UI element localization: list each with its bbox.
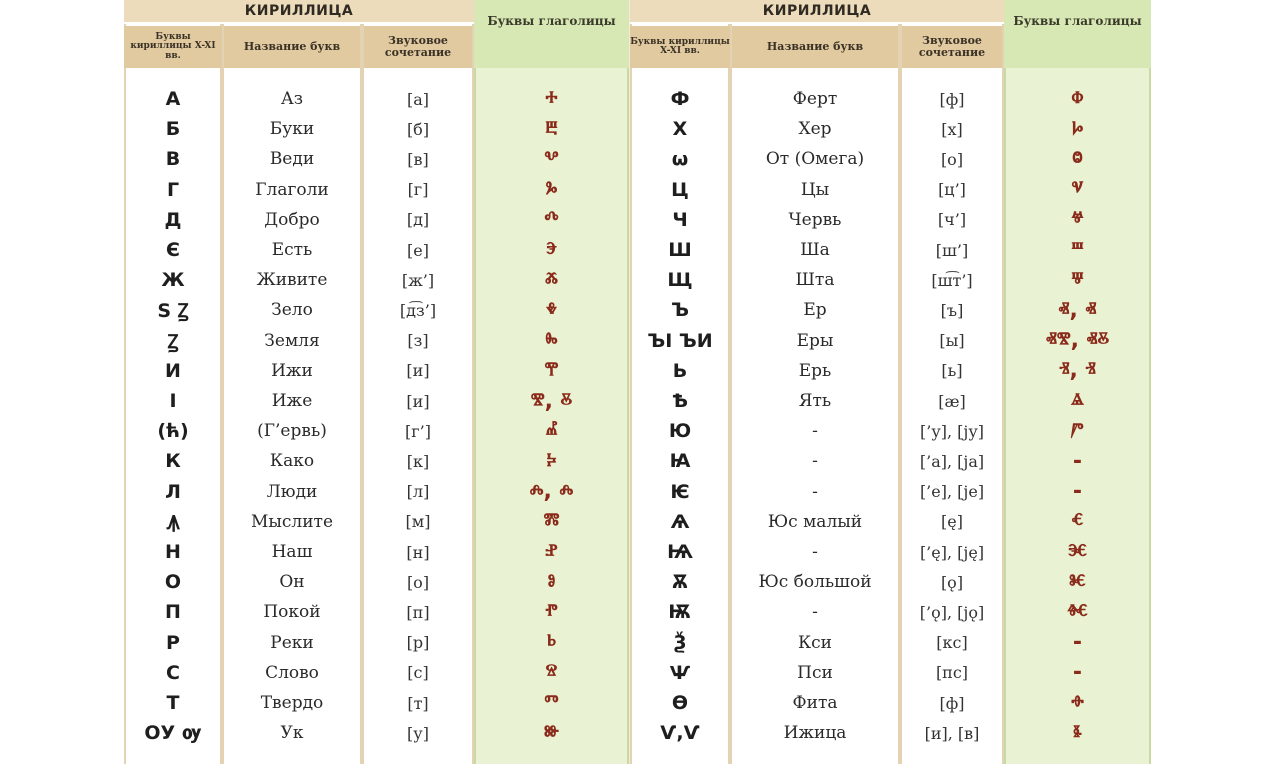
letter-name: Есть bbox=[271, 240, 313, 260]
glagolitic-letter: ⰽ bbox=[546, 448, 557, 474]
sound-value: [ę] bbox=[941, 512, 963, 532]
table-row bbox=[630, 688, 1151, 718]
cyrillic-letter: Г bbox=[166, 178, 180, 201]
cyrillic-letter: Ф bbox=[670, 88, 690, 110]
table-row bbox=[630, 718, 1151, 748]
table-row bbox=[630, 175, 1151, 205]
table-row bbox=[630, 326, 1151, 356]
letter-name: Аз bbox=[280, 89, 304, 109]
letter-name: Покой bbox=[263, 602, 321, 623]
cyrillic-letter: Д bbox=[164, 208, 182, 231]
sound-value: [ф] bbox=[939, 693, 965, 713]
letter-name: Шта bbox=[795, 270, 835, 291]
cyrillic-letter: Ꙁ bbox=[167, 330, 179, 353]
sound-value: [’а], [jа] bbox=[919, 451, 985, 471]
sound-value: [ш͡т’] bbox=[931, 270, 973, 290]
glagolitic-letter: ⱓ bbox=[1071, 418, 1084, 444]
sound-value: [в] bbox=[407, 149, 429, 169]
glagolitic-letter: - bbox=[1072, 660, 1083, 686]
left-header-glagolitic: Буквы глаголицы bbox=[474, 0, 629, 68]
cyrillic-letter: Ю bbox=[668, 420, 692, 443]
cyrillic-letter: Ѕ Ꙁ bbox=[157, 300, 189, 323]
letter-name: Ерь bbox=[798, 360, 832, 381]
table-row bbox=[124, 205, 629, 235]
cyrillic-letter: С bbox=[166, 661, 180, 684]
table-row bbox=[124, 416, 629, 446]
glagolitic-letter: ⰿ bbox=[543, 509, 560, 535]
sound-value: [ъ] bbox=[940, 300, 964, 320]
sound-value: [к] bbox=[406, 451, 430, 471]
sound-value: [ж’] bbox=[401, 270, 435, 290]
letter-name: Он bbox=[279, 572, 305, 593]
cyrillic-letter: А bbox=[165, 88, 181, 110]
letter-name: Буки bbox=[269, 119, 315, 140]
glagolitic-letter: ⱘ bbox=[1069, 569, 1086, 595]
glagolitic-letter: ⱙ bbox=[1067, 599, 1088, 625]
right-header-cyrillic: Буквы кириллицы X-XI вв. bbox=[630, 26, 730, 68]
sound-value: [и] bbox=[406, 391, 430, 411]
glagolitic-letter: ⱛ bbox=[1073, 720, 1082, 746]
cyrillic-letter: К bbox=[165, 450, 181, 473]
left-header-cyrillic: Буквы кириллицы X-XI вв. bbox=[124, 26, 222, 68]
cyrillic-letter: В bbox=[165, 148, 181, 171]
table-row bbox=[124, 597, 629, 627]
glagolitic-letter: ⱏⰺ, ⱏⰻ bbox=[1045, 328, 1110, 354]
glagolitic-letter: ⱌ bbox=[1071, 177, 1084, 203]
glagolitic-letter: ⰸ bbox=[545, 328, 558, 354]
cyrillic-letter: Ꙟ bbox=[166, 511, 180, 534]
letter-name: Юс малый bbox=[767, 511, 863, 532]
right-header-sound: Звуковое сочетание bbox=[902, 26, 1002, 68]
right-group-title: КИРИЛЛИЦА bbox=[630, 0, 1004, 24]
table-row bbox=[630, 235, 1151, 265]
glagolitic-letter: - bbox=[1072, 630, 1083, 656]
letter-name: Ук bbox=[280, 723, 304, 744]
table-row bbox=[630, 386, 1151, 416]
letter-name: - bbox=[812, 451, 818, 472]
table-row bbox=[124, 567, 629, 597]
letter-name: Фита bbox=[792, 693, 838, 713]
table-row bbox=[630, 507, 1151, 537]
glagolitic-letter: ⰹ bbox=[544, 358, 559, 384]
letter-name: Иже bbox=[271, 391, 313, 411]
table-row bbox=[124, 718, 629, 748]
sound-value: [ш’] bbox=[935, 240, 969, 260]
letter-name: (Г’ервь) bbox=[257, 421, 327, 442]
glagolitic-letter: ⱄ bbox=[545, 660, 558, 686]
cyrillic-letter: Ѩ bbox=[667, 541, 693, 563]
table-row bbox=[630, 295, 1151, 325]
letter-name: Глаголи bbox=[255, 179, 329, 200]
table-row bbox=[124, 446, 629, 476]
sound-value: [ь] bbox=[941, 361, 963, 381]
glagolitic-letter: ⱋ bbox=[1071, 267, 1084, 293]
cyrillic-letter: Ѳ bbox=[671, 692, 689, 714]
glagolitic-letter: ⱉ bbox=[1072, 146, 1083, 172]
table-row bbox=[124, 477, 629, 507]
sound-value: [п] bbox=[406, 602, 430, 622]
table-row bbox=[630, 446, 1151, 476]
cyrillic-letter: Ь bbox=[672, 359, 688, 382]
left-header-sound: Звуковое сочетание bbox=[364, 26, 472, 68]
right-header-glagolitic: Буквы глаголицы bbox=[1004, 0, 1151, 68]
letter-name: Хер bbox=[798, 119, 832, 140]
letter-name: Цы bbox=[800, 179, 830, 200]
glagolitic-letter: ⱍ bbox=[1071, 207, 1084, 233]
sound-value: [ч’] bbox=[937, 210, 967, 230]
letter-name: Наш bbox=[271, 542, 313, 562]
table-row bbox=[630, 416, 1151, 446]
sound-value: [х] bbox=[941, 119, 963, 139]
table-row bbox=[630, 265, 1151, 295]
letter-name: - bbox=[812, 602, 818, 623]
table-row bbox=[124, 688, 629, 718]
cyrillic-letter: Х bbox=[672, 118, 688, 141]
glagolitic-letter: ⱆ bbox=[544, 720, 559, 746]
glagolitic-letter: ⱐ, ⱐ bbox=[1059, 358, 1096, 384]
table-row bbox=[124, 265, 629, 295]
letter-name: Земля bbox=[264, 330, 320, 351]
table-row bbox=[124, 84, 629, 114]
table-row bbox=[630, 84, 1151, 114]
glagolitic-letter: ⱈ bbox=[1071, 116, 1084, 142]
glagolitic-letter: ⰵ bbox=[546, 237, 557, 263]
cyrillic-letter: Ъ bbox=[671, 299, 689, 322]
glagolitic-letter: ⱀ bbox=[545, 539, 558, 565]
sound-value: [д] bbox=[406, 210, 430, 230]
sound-value: [а] bbox=[406, 89, 430, 109]
glagolitic-letter: ⰱ bbox=[545, 116, 558, 142]
table-row bbox=[124, 537, 629, 567]
left-header-name: Название букв bbox=[224, 26, 360, 68]
letter-name: Добро bbox=[264, 209, 320, 230]
glagolitic-letter: ⰲ bbox=[544, 146, 559, 172]
sound-value: [æ] bbox=[938, 391, 966, 411]
letter-name: Юс большой bbox=[758, 572, 872, 593]
cyrillic-letter: Ѥ bbox=[670, 480, 690, 503]
glagolitic-letter: ⰶ bbox=[545, 267, 558, 293]
right-half bbox=[630, 0, 1151, 764]
left-half bbox=[124, 0, 629, 764]
letter-name: Ферт bbox=[792, 89, 838, 109]
letter-name: Зело bbox=[271, 300, 313, 321]
table-row bbox=[630, 597, 1151, 627]
glagolitic-letter: ⰾ, ⰾ bbox=[529, 479, 574, 505]
cyrillic-letter: Н bbox=[165, 541, 181, 563]
cyrillic-letter: Ц bbox=[671, 178, 689, 201]
letter-name: Ижица bbox=[783, 723, 847, 744]
sound-value: [б] bbox=[406, 119, 430, 139]
right-header-name: Название букв bbox=[732, 26, 898, 68]
glagolitic-letter: ⱏ, ⱏ bbox=[1058, 297, 1097, 323]
letter-name: Живите bbox=[256, 270, 328, 291]
cyrillic-letter: Т bbox=[166, 692, 180, 714]
glagolitic-letter: - bbox=[1072, 479, 1083, 505]
letter-name: Мыслите bbox=[250, 511, 334, 532]
cyrillic-letter: Є bbox=[166, 239, 180, 261]
letter-name: Еры bbox=[796, 330, 834, 351]
letter-name: Ер bbox=[803, 300, 827, 321]
cyrillic-letter: Ш bbox=[668, 239, 692, 261]
sound-value: [и] bbox=[406, 361, 430, 381]
sound-value: [т] bbox=[407, 693, 429, 713]
sound-value: [’е], [jе] bbox=[919, 482, 985, 502]
sound-value: [о] bbox=[940, 149, 964, 169]
glagolitic-letter: ⱅ bbox=[544, 690, 559, 716]
letter-name: Веди bbox=[269, 149, 315, 170]
glagolitic-letter: ⱎ bbox=[1071, 237, 1084, 263]
sound-value: [’ǫ], [jǫ] bbox=[919, 602, 985, 622]
letter-name: Слово bbox=[265, 662, 319, 683]
letter-name: Твердо bbox=[260, 693, 324, 713]
glagolitic-letter: ⱗ bbox=[1068, 539, 1087, 565]
letter-name: - bbox=[812, 481, 818, 502]
glagolitic-letter: ⱑ bbox=[1071, 388, 1084, 414]
sound-value: [пс] bbox=[935, 663, 969, 683]
cyrillic-letter: Ѧ bbox=[670, 510, 690, 533]
table-row bbox=[630, 567, 1151, 597]
sound-value: [е] bbox=[407, 240, 429, 260]
sound-value: [у] bbox=[407, 723, 429, 743]
table-row bbox=[630, 356, 1151, 386]
table-row bbox=[630, 628, 1151, 658]
table-row bbox=[124, 658, 629, 688]
sound-value: [з] bbox=[407, 331, 429, 351]
cyrillic-letter: Щ bbox=[667, 269, 693, 292]
table-row bbox=[124, 144, 629, 174]
letter-name: - bbox=[812, 421, 818, 442]
cyrillic-letter: П bbox=[165, 601, 181, 624]
cyrillic-letter: Ѱ bbox=[669, 661, 691, 684]
cyrillic-letter: ω bbox=[671, 148, 689, 171]
sound-value: [д͡з’] bbox=[399, 300, 437, 320]
letter-name: Пси bbox=[797, 662, 833, 683]
letter-name: Ять bbox=[798, 391, 832, 411]
table-row bbox=[124, 326, 629, 356]
table-row bbox=[630, 144, 1151, 174]
cyrillic-letter: Ꙗ bbox=[669, 450, 691, 473]
table-row bbox=[124, 235, 629, 265]
sound-value: [м] bbox=[405, 512, 431, 532]
sound-value: [ы] bbox=[939, 331, 965, 351]
sound-value: [ǫ] bbox=[940, 572, 964, 592]
sound-value: [кс] bbox=[936, 633, 968, 653]
glagolitic-letter: ⰰ bbox=[545, 86, 558, 112]
table-row bbox=[630, 537, 1151, 567]
cyrillic-letter: Б bbox=[165, 118, 181, 141]
table-row bbox=[124, 295, 629, 325]
cyrillic-letter: Ѭ bbox=[668, 601, 692, 624]
glagolitic-letter: ⰴ bbox=[544, 207, 559, 233]
glagolitic-letter: ⰺ, ⰻ bbox=[530, 388, 573, 414]
cyrillic-letter: (ћ) bbox=[157, 420, 189, 443]
cyrillic-letter: Ѣ bbox=[672, 390, 688, 412]
table-row bbox=[630, 477, 1151, 507]
glagolitic-letter: ⱚ bbox=[1071, 690, 1084, 716]
glagolitic-letter: ⰷ bbox=[546, 297, 557, 323]
letter-name: Ша bbox=[800, 240, 830, 260]
sound-value: [о] bbox=[406, 572, 430, 592]
sound-value: [с] bbox=[407, 663, 429, 683]
letter-name: - bbox=[812, 542, 818, 562]
sound-value: [’ę], [ję] bbox=[919, 542, 985, 562]
sound-value: [’у], [jу] bbox=[919, 421, 984, 441]
sound-value: [р] bbox=[406, 633, 430, 653]
letter-name: От (Омега) bbox=[765, 149, 865, 170]
letter-name: Кси bbox=[797, 632, 832, 653]
table-row bbox=[630, 114, 1151, 144]
sound-value: [ц’] bbox=[938, 180, 966, 200]
table-row bbox=[124, 114, 629, 144]
sound-value: [л] bbox=[406, 482, 430, 502]
glagolitic-letter: ⱃ bbox=[547, 630, 556, 656]
cyrillic-letter: Ѫ bbox=[671, 571, 689, 594]
table-row bbox=[124, 175, 629, 205]
sound-value: [и], [в] bbox=[924, 723, 980, 743]
left-group-title: КИРИЛЛИЦА bbox=[124, 0, 474, 24]
sound-value: [г] bbox=[407, 180, 429, 200]
sound-value: [г’] bbox=[405, 421, 431, 441]
cyrillic-letter: ОУ ѹ bbox=[144, 722, 202, 745]
alphabet-table bbox=[124, 0, 1151, 764]
glagolitic-letter: ⰳ bbox=[545, 177, 558, 203]
glagolitic-letter: - bbox=[1072, 448, 1083, 474]
glagolitic-letter: ⰼ bbox=[545, 418, 558, 444]
glagolitic-letter: ⱔ bbox=[1071, 509, 1084, 535]
table-row bbox=[630, 658, 1151, 688]
letter-name: Ижи bbox=[271, 360, 313, 381]
cyrillic-letter: И bbox=[165, 359, 181, 382]
letter-name: Люди bbox=[266, 481, 318, 502]
cyrillic-letter: Ч bbox=[672, 208, 688, 231]
table-row bbox=[630, 205, 1151, 235]
cyrillic-letter: Р bbox=[166, 631, 180, 654]
cyrillic-letter: І bbox=[169, 390, 177, 412]
glagolitic-letter: ⱇ bbox=[1071, 86, 1084, 112]
cyrillic-letter: Ѵ,Ѵ bbox=[660, 722, 700, 745]
cyrillic-letter: Ж bbox=[161, 269, 185, 292]
sound-value: [ф] bbox=[939, 89, 965, 109]
letter-name: Реки bbox=[270, 632, 314, 653]
glagolitic-letter: ⱁ bbox=[547, 569, 556, 595]
sound-value: [н] bbox=[406, 542, 430, 562]
cyrillic-letter: ЪІ ЪИ bbox=[647, 329, 713, 352]
glagolitic-letter: ⱂ bbox=[545, 599, 558, 625]
cyrillic-letter: Ѯ bbox=[673, 631, 687, 654]
cyrillic-letter: О bbox=[164, 571, 182, 594]
table-row bbox=[124, 507, 629, 537]
table-row bbox=[124, 386, 629, 416]
letter-name: Червь bbox=[788, 209, 842, 230]
cyrillic-letter: Л bbox=[165, 480, 181, 503]
letter-name: Како bbox=[269, 451, 315, 472]
table-row bbox=[124, 356, 629, 386]
table-row bbox=[124, 628, 629, 658]
